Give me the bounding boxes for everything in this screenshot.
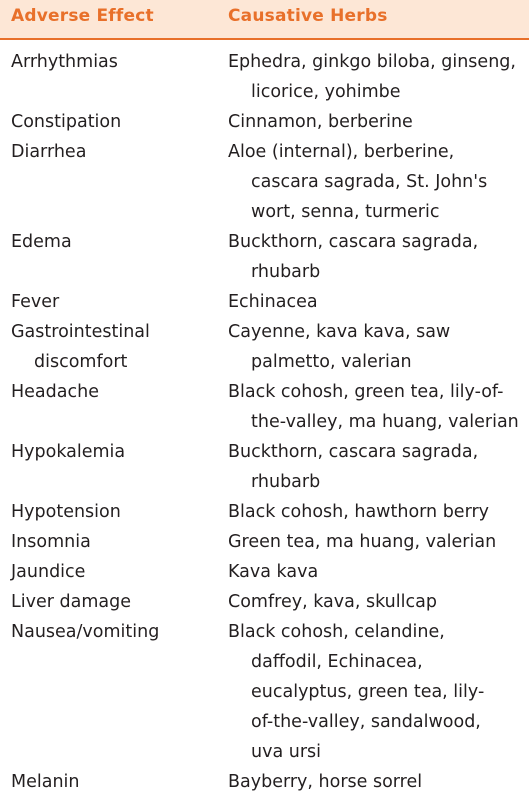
adverse-effect-text: Melanin	[11, 772, 80, 792]
table-row	[0, 287, 529, 317]
adverse-effect-text: Hypokalemia	[11, 442, 126, 462]
causative-herbs-text: of-the-valley, sandalwood,	[251, 712, 481, 732]
adverse-effect-cell	[11, 137, 221, 167]
adverse-effect-text: Fever	[11, 292, 60, 312]
causative-herbs-cell	[228, 137, 528, 227]
table-row	[0, 587, 529, 617]
table-row	[0, 227, 529, 287]
adverse-effect-text: discomfort	[34, 352, 128, 372]
adverse-effect-cell	[11, 527, 221, 557]
adverse-effect-text: Insomnia	[11, 532, 91, 552]
table-row	[0, 317, 529, 377]
table-row	[0, 437, 529, 497]
causative-herbs-cell	[228, 437, 528, 497]
adverse-effect-cell	[11, 587, 221, 617]
adverse-effect-text: Nausea/vomiting	[11, 622, 160, 642]
causative-herbs-text: the-valley, ma huang, valerian	[251, 412, 519, 432]
causative-herbs-text: wort, senna, turmeric	[251, 202, 440, 222]
causative-herbs-text: Black cohosh, green tea, lily-of-	[228, 382, 504, 402]
causative-herbs-cell	[228, 527, 528, 557]
causative-herbs-text: Comfrey, kava, skullcap	[228, 592, 437, 612]
adverse-effect-text: Constipation	[11, 112, 122, 132]
table-row	[0, 617, 529, 767]
causative-herbs-cell	[228, 617, 528, 767]
causative-herbs-text: Cinnamon, berberine	[228, 112, 413, 132]
adverse-effect-cell	[11, 617, 221, 647]
adverse-effect-text: Jaundice	[11, 562, 86, 582]
causative-herbs-cell	[228, 587, 528, 617]
causative-herbs-cell	[228, 227, 528, 287]
causative-herbs-cell	[228, 317, 528, 377]
causative-herbs-cell	[228, 767, 528, 797]
adverse-effect-cell	[11, 767, 221, 797]
table-row	[0, 377, 529, 437]
causative-herbs-cell	[228, 47, 528, 107]
causative-herbs-text: Kava kava	[228, 562, 319, 582]
causative-herbs-text: Echinacea	[228, 292, 318, 312]
causative-herbs-text: Aloe (internal), berberine,	[228, 142, 455, 162]
table-row	[0, 497, 529, 527]
causative-herbs-cell	[228, 557, 528, 587]
causative-herbs-cell	[228, 287, 528, 317]
causative-herbs-text: rhubarb	[251, 262, 321, 282]
causative-herbs-text: Bayberry, horse sorrel	[228, 772, 423, 792]
causative-herbs-text: Black cohosh, celandine,	[228, 622, 445, 642]
adverse-effect-cell	[11, 227, 221, 257]
adverse-effect-text: Diarrhea	[11, 142, 87, 162]
adverse-effect-cell	[11, 107, 221, 137]
causative-herbs-text: eucalyptus, green tea, lily-	[251, 682, 485, 702]
adverse-effect-cell	[11, 437, 221, 467]
adverse-effect-text: Arrhythmias	[11, 52, 118, 72]
table-body	[0, 47, 529, 797]
causative-herbs-cell	[228, 107, 528, 137]
adverse-effect-text: Gastrointestinal	[11, 322, 150, 342]
causative-herbs-text: Cayenne, kava kava, saw	[228, 322, 451, 342]
adverse-effect-text: Headache	[11, 382, 99, 402]
causative-herbs-text: licorice, yohimbe	[251, 82, 401, 102]
adverse-effect-text: Liver damage	[11, 592, 131, 612]
table-header	[0, 0, 529, 38]
table-row	[0, 107, 529, 137]
causative-herbs-text: Buckthorn, cascara sagrada,	[228, 442, 479, 462]
adverse-effect-text: Hypotension	[11, 502, 121, 522]
table-row	[0, 527, 529, 557]
header-causative-herbs: Causative Herbs	[228, 6, 388, 26]
adverse-effect-cell	[11, 377, 221, 407]
adverse-effect-cell	[11, 47, 221, 77]
causative-herbs-text: Buckthorn, cascara sagrada,	[228, 232, 479, 252]
causative-herbs-text: rhubarb	[251, 472, 321, 492]
table-row	[0, 137, 529, 227]
adverse-effect-cell	[11, 287, 221, 317]
header-rule	[0, 38, 529, 40]
table-row	[0, 767, 529, 797]
adverse-effect-cell	[11, 497, 221, 527]
causative-herbs-text: daffodil, Echinacea,	[251, 652, 423, 672]
causative-herbs-text: Ephedra, ginkgo biloba, ginseng,	[228, 52, 516, 72]
causative-herbs-text: uva ursi	[251, 742, 321, 762]
adverse-effect-cell	[11, 557, 221, 587]
causative-herbs-text: cascara sagrada, St. John's	[251, 172, 488, 192]
causative-herbs-cell	[228, 377, 528, 437]
causative-herbs-text: Green tea, ma huang, valerian	[228, 532, 497, 552]
table-row	[0, 557, 529, 587]
adverse-effect-text: Edema	[11, 232, 72, 252]
header-adverse-effect: Adverse Effect	[11, 6, 154, 26]
adverse-effect-cell	[11, 317, 221, 377]
causative-herbs-cell	[228, 497, 528, 527]
table-row	[0, 47, 529, 107]
causative-herbs-text: palmetto, valerian	[251, 352, 412, 372]
causative-herbs-text: Black cohosh, hawthorn berry	[228, 502, 490, 522]
